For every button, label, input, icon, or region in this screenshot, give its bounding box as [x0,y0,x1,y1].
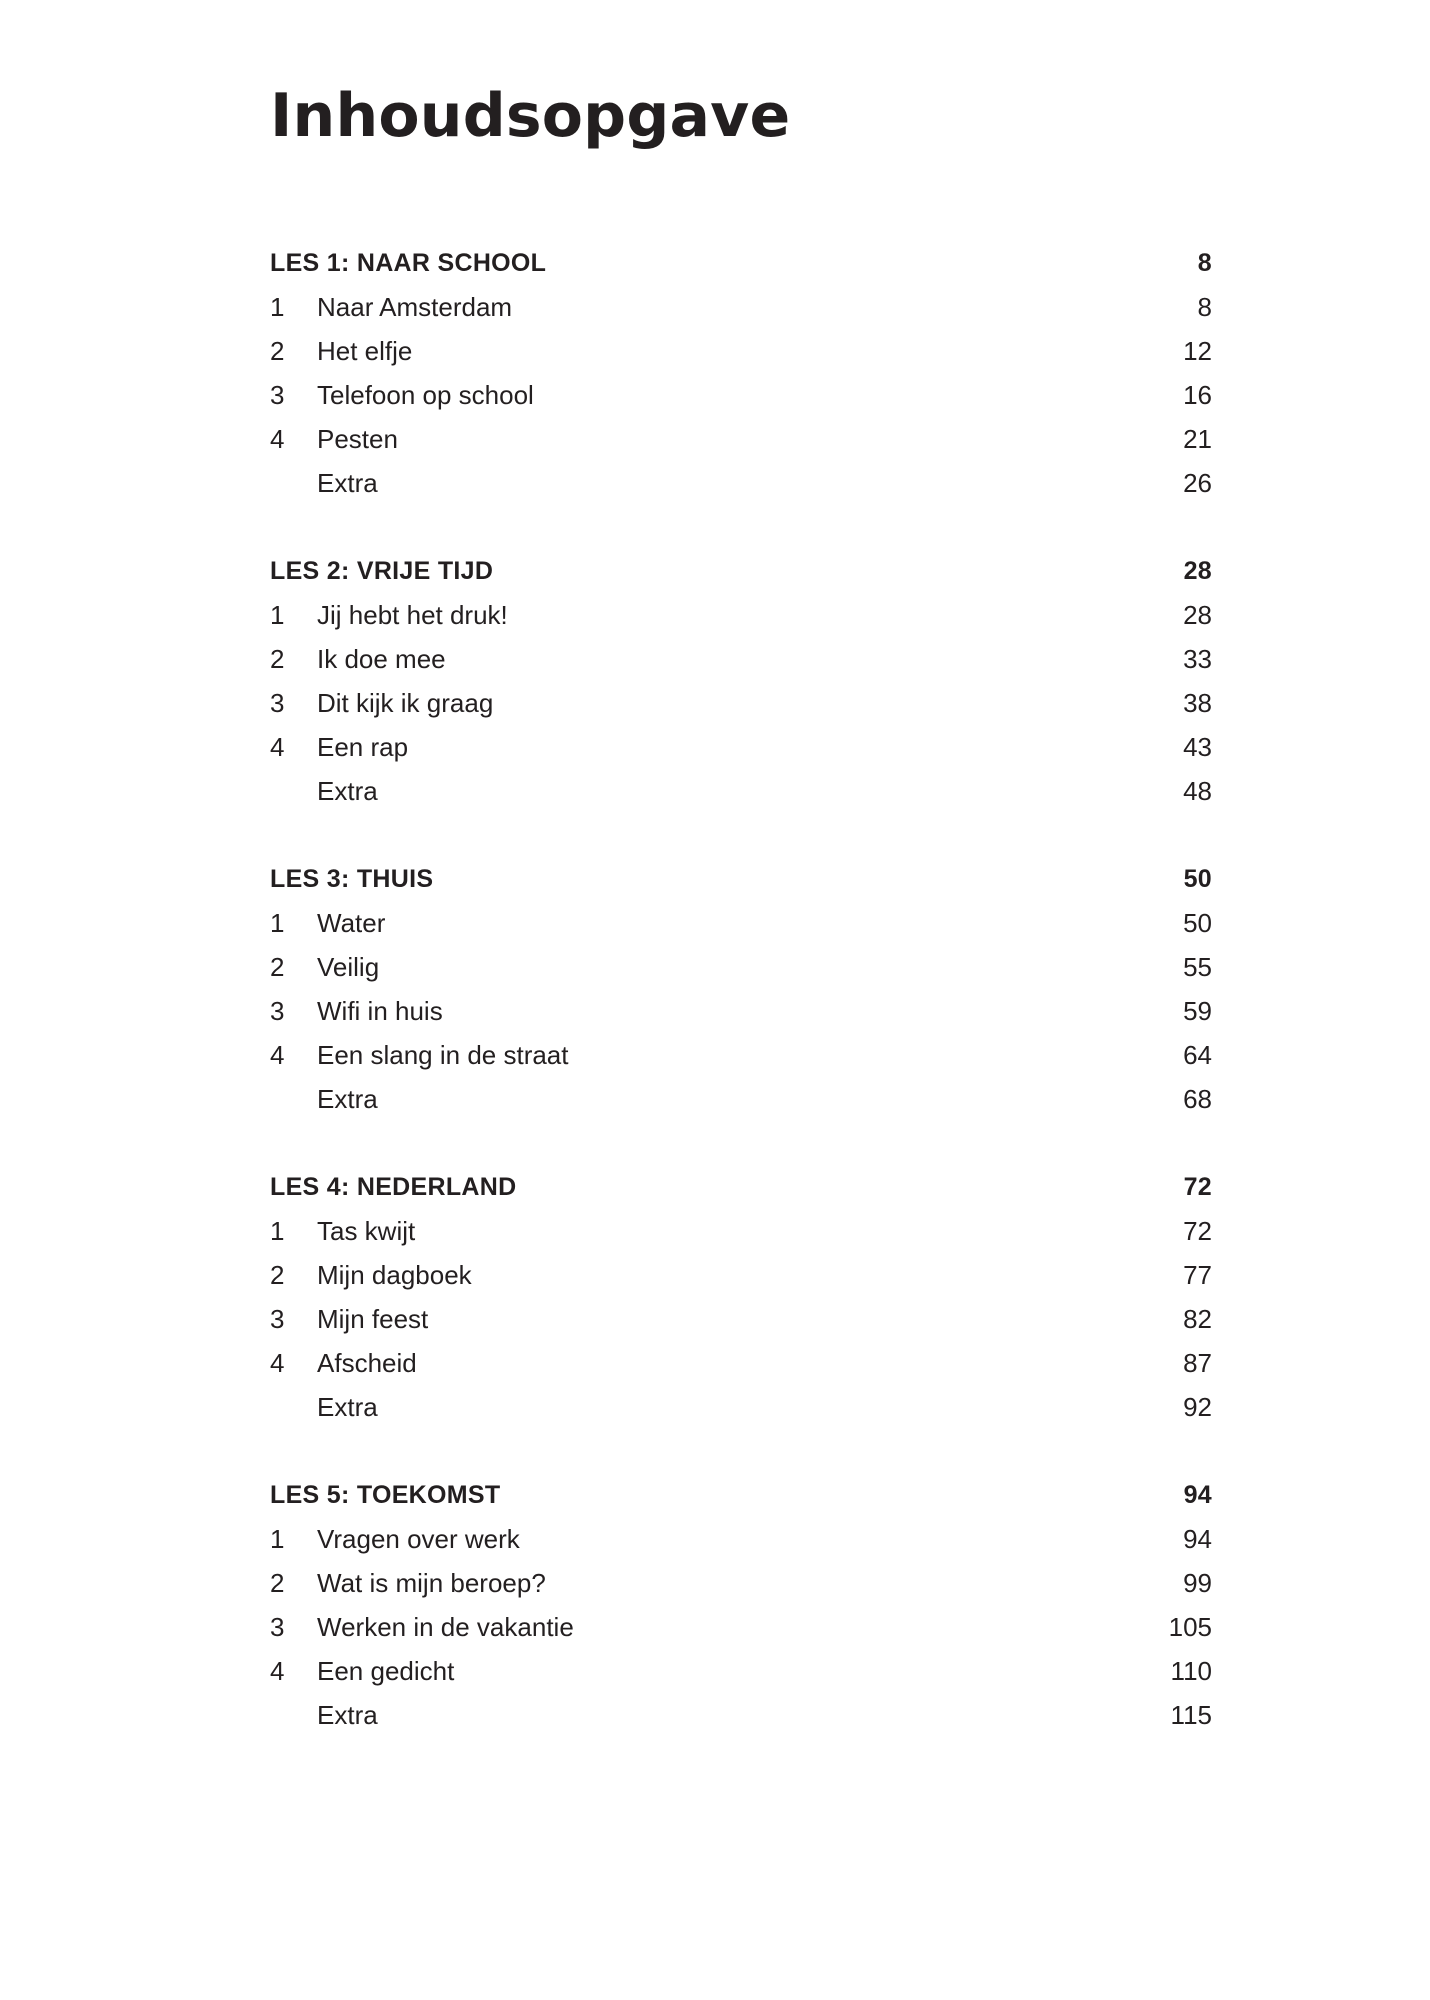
entry-number: 1 [270,292,285,322]
toc-entry[interactable] [270,417,1212,461]
toc-entry[interactable] [270,1297,1212,1341]
entry-number: 1 [270,600,285,630]
toc-section-heading[interactable] [270,1165,1212,1209]
entry-number: 1 [270,1216,285,1246]
entry-page-number: 87 [1183,1348,1212,1378]
toc-entry[interactable] [270,1033,1212,1077]
entry-number: 3 [270,1304,285,1334]
entry-title: Het elfje [317,336,413,366]
entry-page-number: 72 [1183,1216,1212,1246]
entry-number: 2 [270,1568,285,1598]
entry-title: Water [317,908,386,938]
entry-page-number: 28 [1183,600,1212,630]
entry-page-number: 43 [1183,732,1212,762]
entry-title: Een gedicht [317,1656,455,1686]
entry-page-number: 8 [1197,292,1212,322]
toc-entry[interactable] [270,1693,1212,1737]
entry-number: 2 [270,1260,285,1290]
section-heading-label: LES 3: THUIS [270,865,434,893]
section-heading-label: LES 2: VRIJE TIJD [270,557,494,585]
entry-number: 2 [270,336,285,366]
entry-title: Ik doe mee [317,644,446,674]
entry-title: Extra [317,1700,378,1730]
toc-section-heading[interactable] [270,549,1212,593]
section-page-number: 28 [1183,557,1212,585]
entry-page-number: 115 [1170,1700,1212,1730]
entry-page-number: 59 [1183,996,1212,1026]
entry-title: Afscheid [317,1348,417,1378]
entry-page-number: 94 [1183,1524,1212,1554]
entry-number: 3 [270,380,285,410]
entry-number: 3 [270,996,285,1026]
entry-page-number: 12 [1183,336,1212,366]
entry-page-number: 99 [1183,1568,1212,1598]
toc-entry[interactable] [270,1561,1212,1605]
entry-title: Dit kijk ik graag [317,688,494,718]
toc-entry[interactable] [270,373,1212,417]
toc-section-heading[interactable] [270,857,1212,901]
table-of-contents [270,241,1212,1781]
entry-page-number: 55 [1183,952,1212,982]
entry-number: 2 [270,952,285,982]
toc-section-heading[interactable] [270,241,1212,285]
entry-title: Mijn feest [317,1304,429,1334]
toc-entry[interactable] [270,1385,1212,1429]
entry-title: Extra [317,1392,378,1422]
entry-number: 3 [270,1612,285,1642]
entry-title: Werken in de vakantie [317,1612,574,1642]
toc-entry[interactable] [270,285,1212,329]
toc-entry[interactable] [270,593,1212,637]
entry-number: 4 [270,1348,285,1378]
page-title: Inhoudsopgave [270,81,791,151]
toc-section-les-5 [270,1473,1212,1737]
toc-entry[interactable] [270,1253,1212,1297]
toc-entry[interactable] [270,461,1212,505]
entry-title: Wifi in huis [317,996,443,1026]
entry-page-number: 82 [1183,1304,1212,1334]
section-page-number: 72 [1183,1173,1212,1201]
entry-number: 3 [270,688,285,718]
entry-title: Jij hebt het druk! [317,600,508,630]
section-heading-label: LES 4: NEDERLAND [270,1173,517,1201]
entry-page-number: 68 [1183,1084,1212,1114]
section-heading-label: LES 1: NAAR SCHOOL [270,249,547,277]
entry-page-number: 92 [1183,1392,1212,1422]
entry-title: Vragen over werk [317,1524,520,1554]
toc-section-heading[interactable] [270,1473,1212,1517]
toc-section-les-4 [270,1165,1212,1429]
toc-entry[interactable] [270,769,1212,813]
entry-number: 4 [270,1656,285,1686]
entry-page-number: 38 [1183,688,1212,718]
entry-title: Pesten [317,424,398,454]
toc-section-les-2 [270,549,1212,813]
toc-entry[interactable] [270,1649,1212,1693]
section-page-number: 94 [1183,1481,1212,1509]
entry-title: Veilig [317,952,380,982]
entry-title: Tas kwijt [317,1216,416,1246]
toc-entry[interactable] [270,1605,1212,1649]
toc-entry[interactable] [270,681,1212,725]
entry-number: 1 [270,1524,285,1554]
entry-number: 4 [270,424,285,454]
entry-number: 2 [270,644,285,674]
entry-number: 1 [270,908,285,938]
entry-title: Wat is mijn beroep? [317,1568,546,1598]
toc-entry[interactable] [270,329,1212,373]
entry-title: Telefoon op school [317,380,534,410]
toc-section-les-3 [270,857,1212,1121]
toc-entry[interactable] [270,725,1212,769]
entry-title: Extra [317,1084,378,1114]
entry-number: 4 [270,732,285,762]
toc-entry[interactable] [270,1209,1212,1253]
entry-title: Een rap [317,732,409,762]
entry-page-number: 16 [1183,380,1212,410]
entry-title: Extra [317,468,378,498]
entry-page-number: 50 [1183,908,1212,938]
entry-page-number: 21 [1183,424,1212,454]
entry-page-number: 110 [1170,1656,1212,1686]
section-page-number: 8 [1197,249,1212,277]
entry-title: Een slang in de straat [317,1040,569,1070]
toc-entry[interactable] [270,1517,1212,1561]
entry-title: Naar Amsterdam [317,292,513,322]
toc-entry[interactable] [270,637,1212,681]
toc-entry[interactable] [270,1341,1212,1385]
entry-page-number: 105 [1168,1612,1212,1642]
toc-entry[interactable] [270,1077,1212,1121]
toc-section-les-1 [270,241,1212,505]
toc-entry[interactable] [270,945,1212,989]
toc-entry[interactable] [270,901,1212,945]
entry-number: 4 [270,1040,285,1070]
section-heading-label: LES 5: TOEKOMST [270,1481,501,1509]
toc-entry[interactable] [270,989,1212,1033]
entry-page-number: 48 [1183,776,1212,806]
section-page-number: 50 [1183,865,1212,893]
entry-page-number: 33 [1183,644,1212,674]
entry-page-number: 77 [1183,1260,1212,1290]
entry-page-number: 64 [1183,1040,1212,1070]
entry-page-number: 26 [1183,468,1212,498]
entry-title: Extra [317,776,378,806]
entry-title: Mijn dagboek [317,1260,472,1290]
